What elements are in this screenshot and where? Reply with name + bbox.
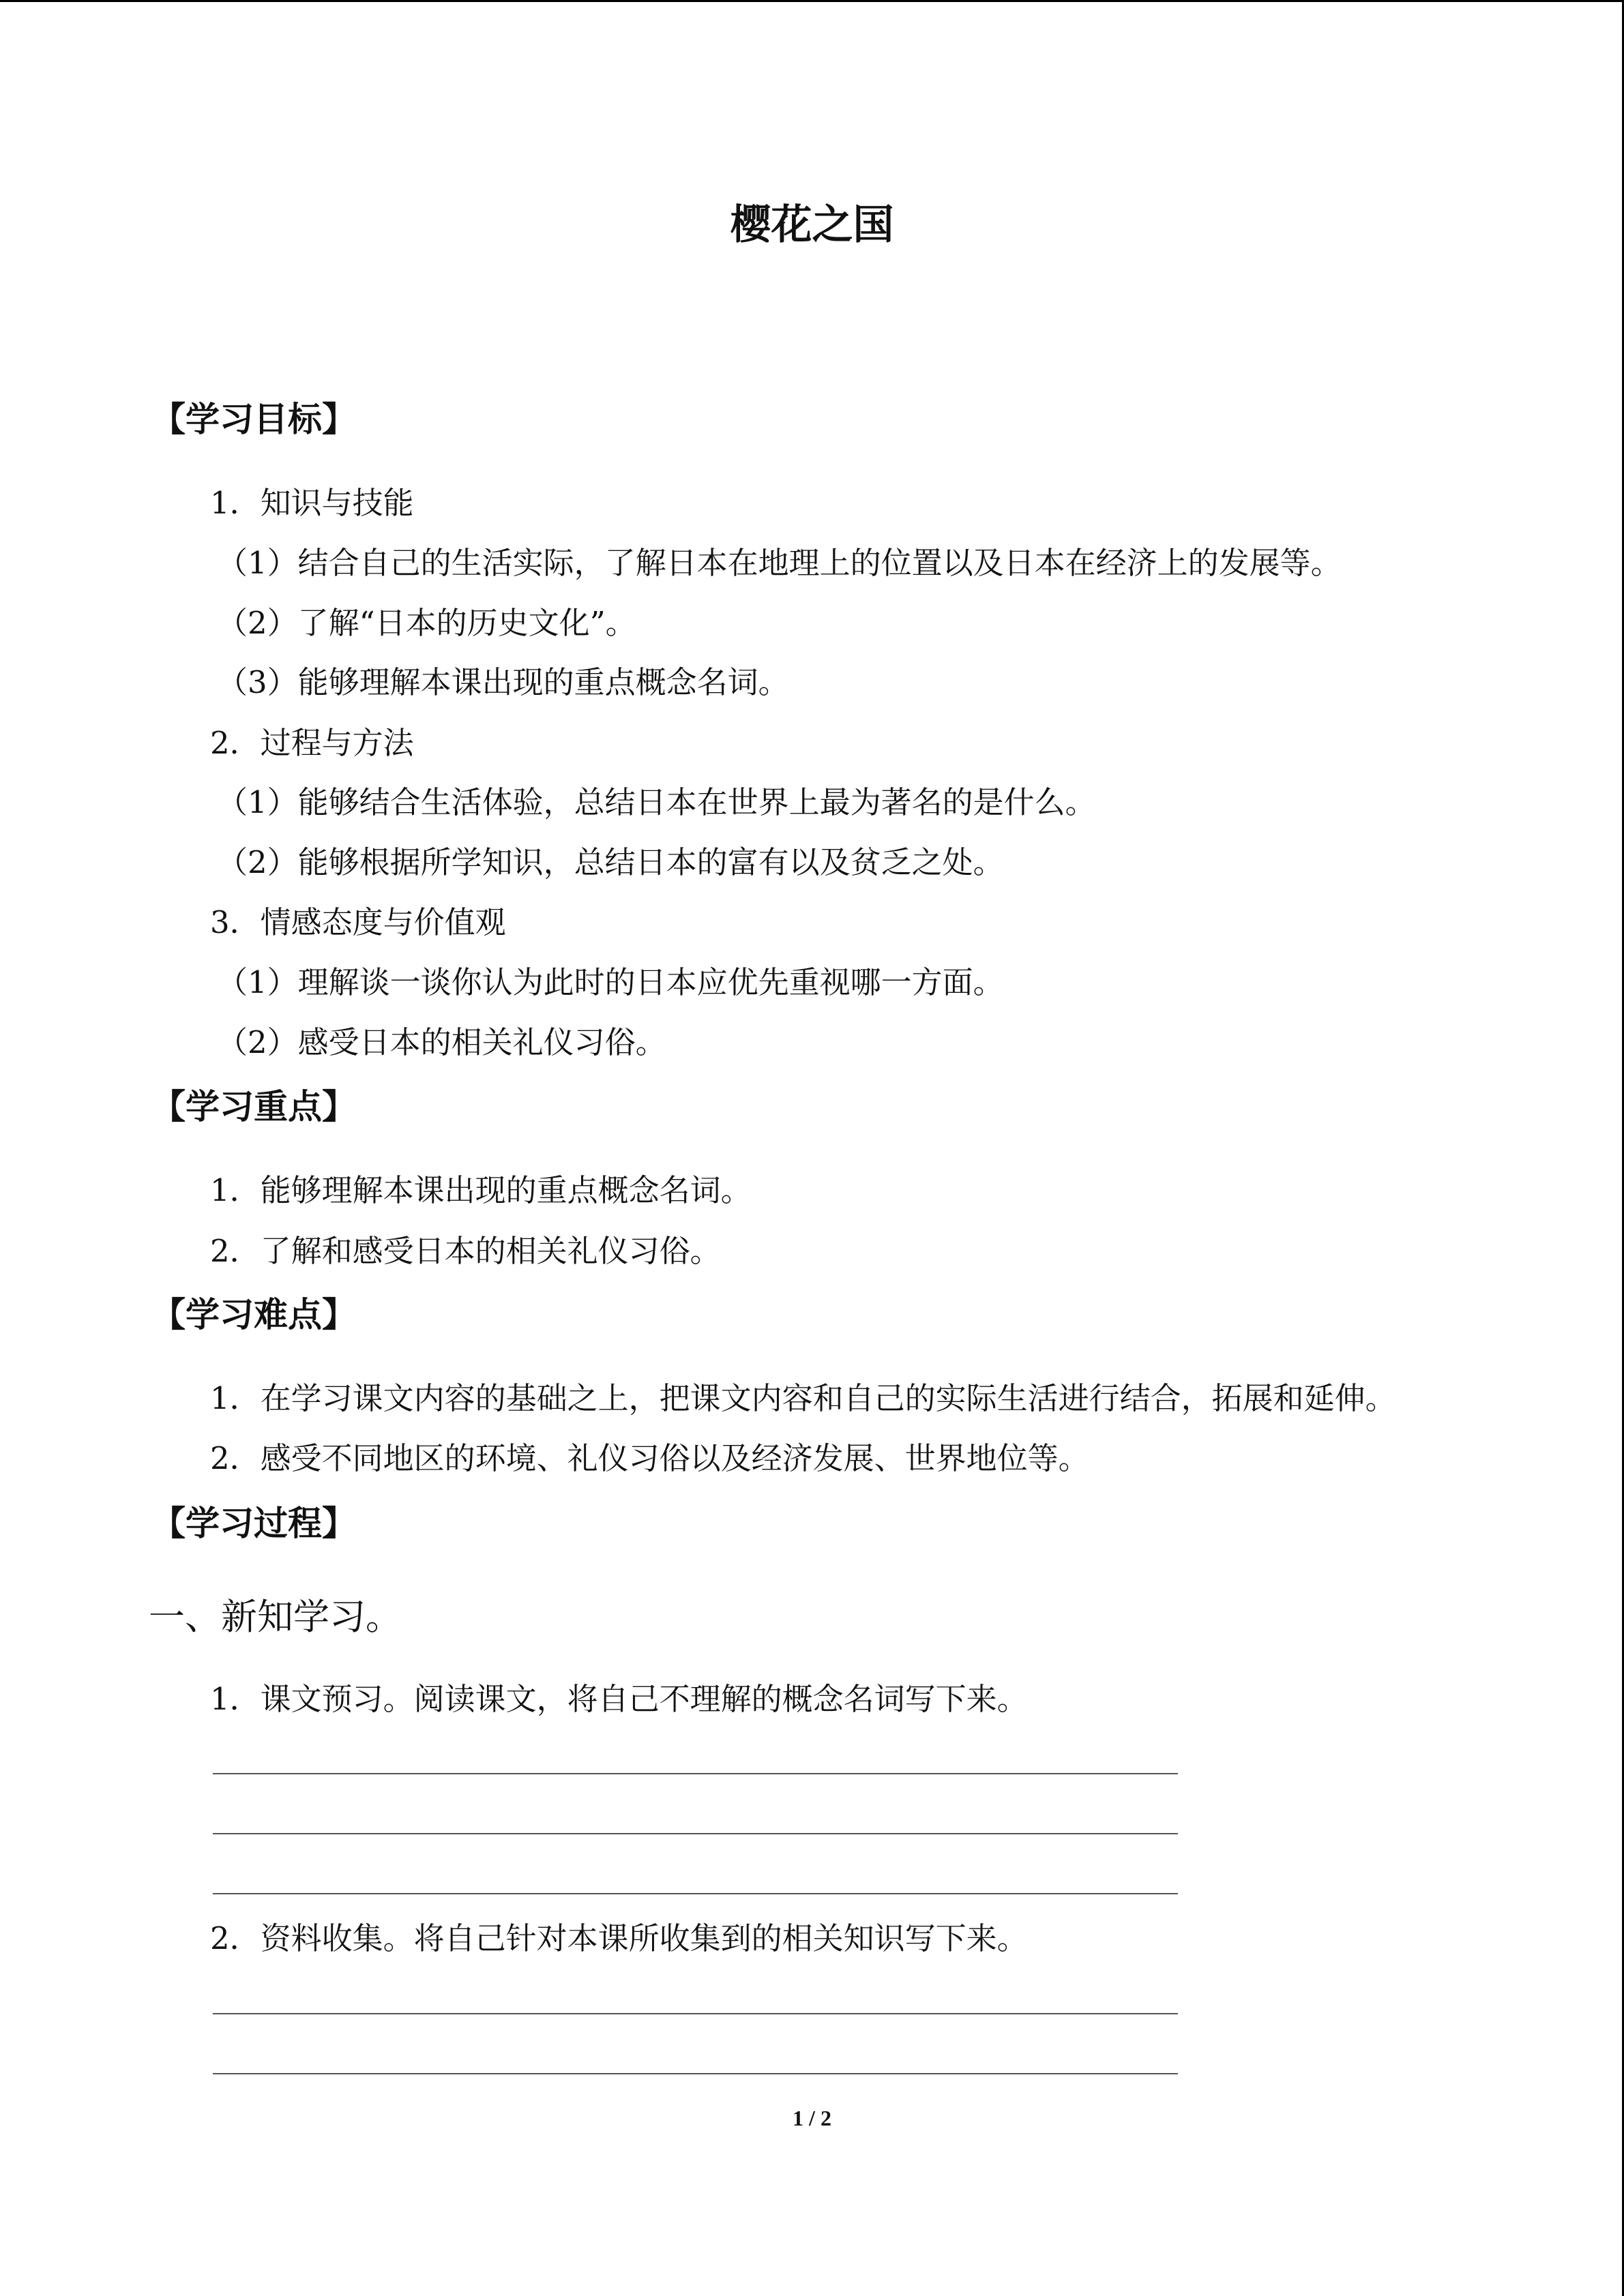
answer-line	[213, 2073, 1178, 2074]
key-point-item: 2．了解和感受日本的相关礼仪习俗。	[210, 1233, 721, 1269]
objective-attitude: 3．情感态度与价值观	[210, 904, 506, 940]
objective-knowledge: 1．知识与技能	[210, 485, 414, 521]
answer-line	[213, 1893, 1178, 1894]
answer-line	[213, 1773, 1178, 1774]
difficulty-item: 2．感受不同地区的环境、礼仪习俗以及经济发展、世界地位等。	[210, 1440, 1089, 1476]
heading-key-points: 【学习重点】	[151, 1087, 356, 1127]
objective-item: （1）能够结合生活体验，总结日本在世界上最为著名的是什么。	[217, 784, 1096, 820]
objective-item: （3）能够理解本课出现的重点概念名词。	[217, 664, 789, 700]
answer-line	[213, 2013, 1178, 2014]
key-point-item: 1．能够理解本课出现的重点概念名词。	[210, 1172, 752, 1208]
task-collection: 2．资料收集。将自己针对本课所收集到的相关知识写下来。	[210, 1920, 1028, 1956]
objective-item: （1）结合自己的生活实际，了解日本在地理上的位置以及日本在经济上的发展等。	[217, 545, 1342, 581]
objective-item: （2）能够根据所学知识，总结日本的富有以及贫乏之处。	[217, 844, 1004, 880]
heading-difficulties: 【学习难点】	[151, 1295, 356, 1335]
page-border-top	[0, 0, 1624, 2]
objective-item: （2）了解“日本的历史文化”。	[217, 605, 636, 641]
objective-item: （1）理解谈一谈你认为此时的日本应优先重视哪一方面。	[217, 964, 1004, 1000]
heading-process: 【学习过程】	[151, 1504, 356, 1543]
objective-process: 2．过程与方法	[210, 725, 414, 761]
part-one-title: 一、新知学习。	[149, 1596, 402, 1638]
answer-line	[213, 1833, 1178, 1834]
page-number: 1 / 2	[793, 2106, 831, 2130]
page-title: 樱花之国	[730, 201, 894, 249]
heading-objectives: 【学习目标】	[151, 400, 356, 439]
task-preview: 1．课文预习。阅读课文，将自己不理解的概念名词写下来。	[210, 1681, 1028, 1717]
difficulty-item: 1．在学习课文内容的基础之上，把课文内容和自己的实际生活进行结合，拓展和延伸。	[210, 1380, 1396, 1416]
objective-item: （2）感受日本的相关礼仪习俗。	[217, 1024, 666, 1060]
